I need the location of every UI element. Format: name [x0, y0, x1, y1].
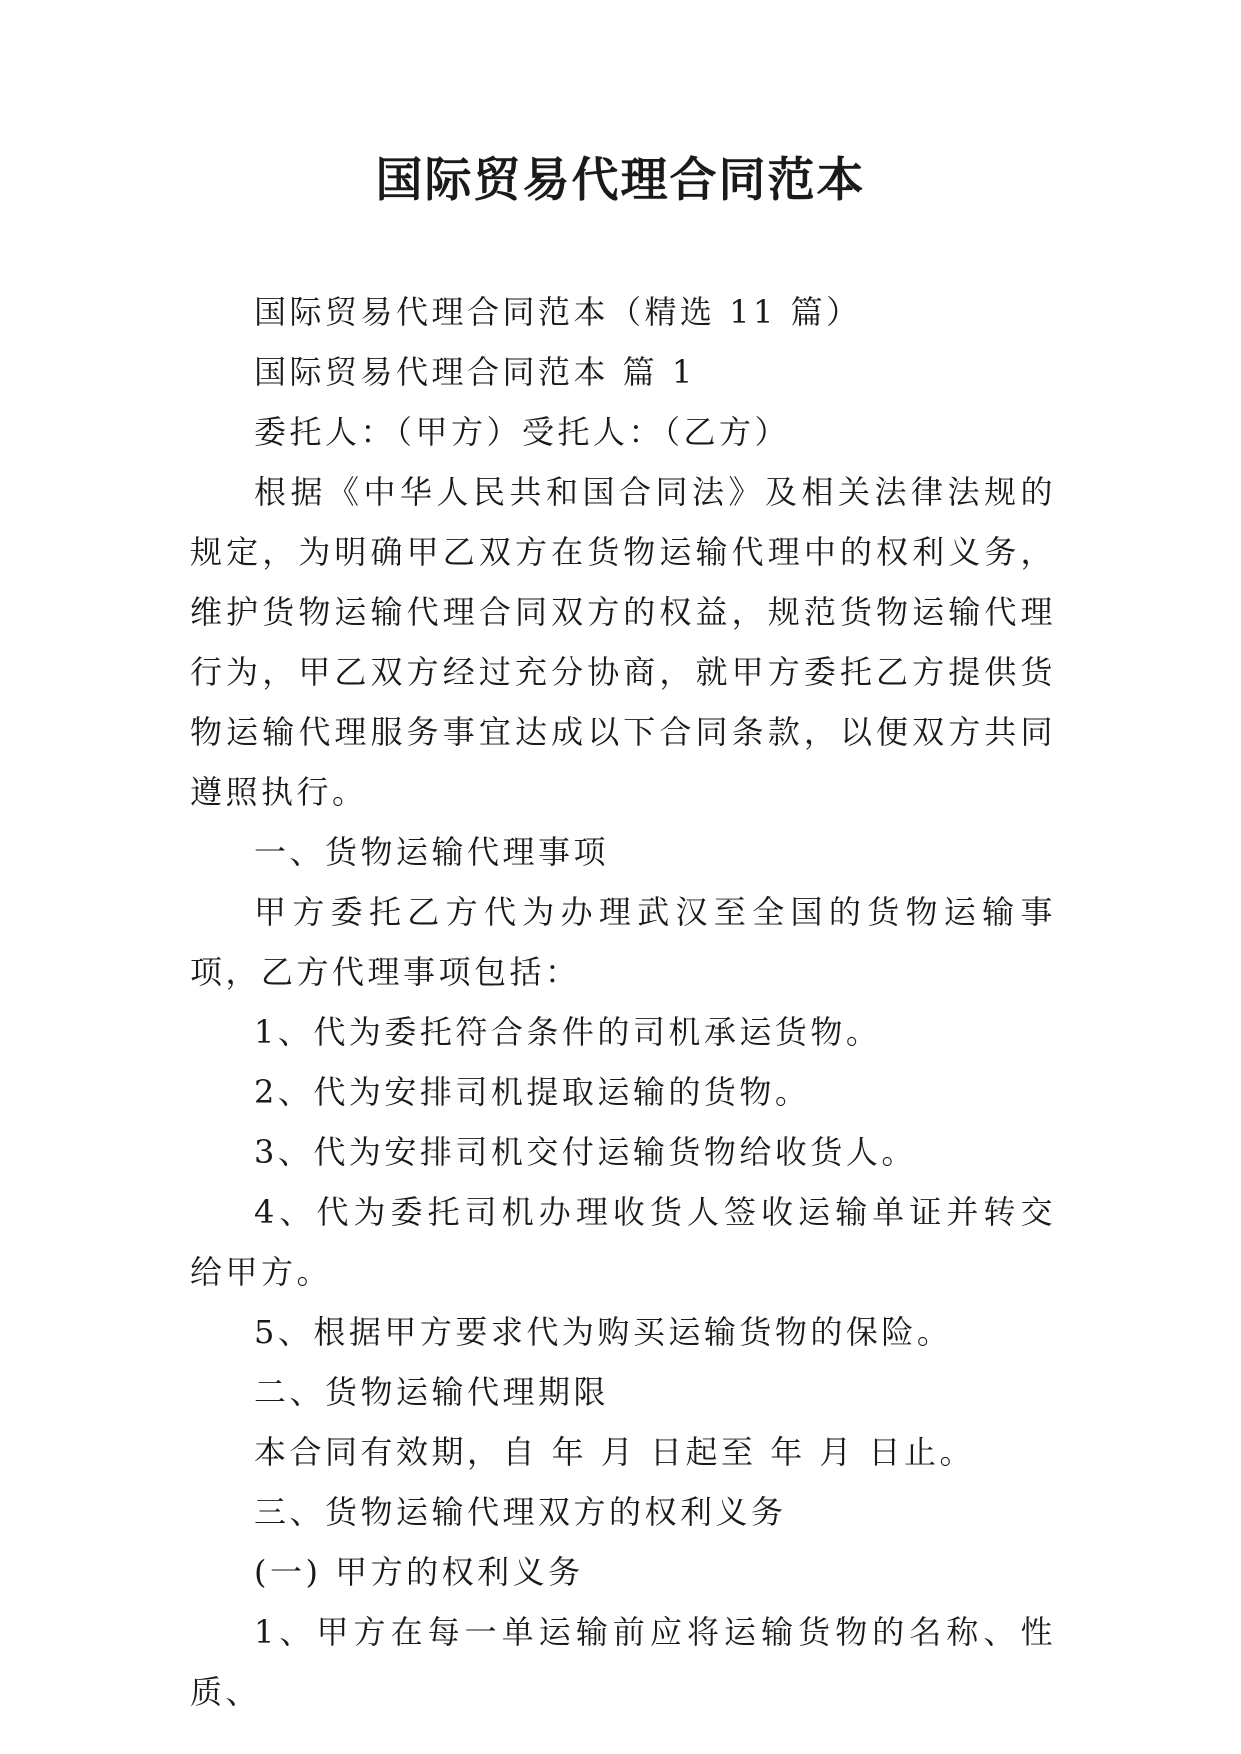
section-heading: 三、货物运输代理双方的权利义务	[254, 1493, 787, 1531]
paragraph: 委托人：（甲方）受托人：（乙方）	[254, 413, 791, 451]
paragraph: 国际贸易代理合同范本（精选 11 篇）	[254, 293, 862, 331]
document-body	[190, 282, 1056, 1722]
list-item: 3、代为安排司机交付运输货物给收货人。	[254, 1133, 917, 1171]
paragraph: 甲方委托乙方代为办理武汉至全国的货物运输事项，乙方代理事项包括：	[190, 893, 1056, 991]
list-item: 1、甲方在每一单运输前应将运输货物的名称、性质、	[190, 1613, 1056, 1711]
list-item: 4、代为委托司机办理收货人签收运输单证并转交给甲方。	[190, 1193, 1056, 1291]
paragraph: 本合同有效期，自 年 月 日起至 年 月 日止。	[254, 1433, 976, 1471]
paragraph: 国际贸易代理合同范本 篇 1	[254, 353, 696, 391]
list-item: 5、根据甲方要求代为购买运输货物的保险。	[254, 1313, 953, 1351]
list-item: 2、代为安排司机提取运输的货物。	[254, 1073, 811, 1111]
section-heading: 一、货物运输代理事项	[254, 833, 610, 871]
paragraph: 根据《中华人民共和国合同法》及相关法律法规的规定，为明确甲乙双方在货物运输代理中的权利义务，维护货物运输代理合同双方的权益，规范货物运输代理行为，甲乙双方经过充分协商，就甲方委托乙方提供货物运输代理服务事宜达成以下合同条款，以便双方共同遵照执行。	[190, 473, 1056, 811]
document-title: 国际贸易代理合同范本	[375, 153, 866, 208]
list-item: 1、代为委托符合条件的司机承运货物。	[254, 1013, 882, 1051]
section-heading: 二、货物运输代理期限	[254, 1373, 610, 1411]
subsection-heading: (一) 甲方的权利义务	[254, 1553, 584, 1591]
